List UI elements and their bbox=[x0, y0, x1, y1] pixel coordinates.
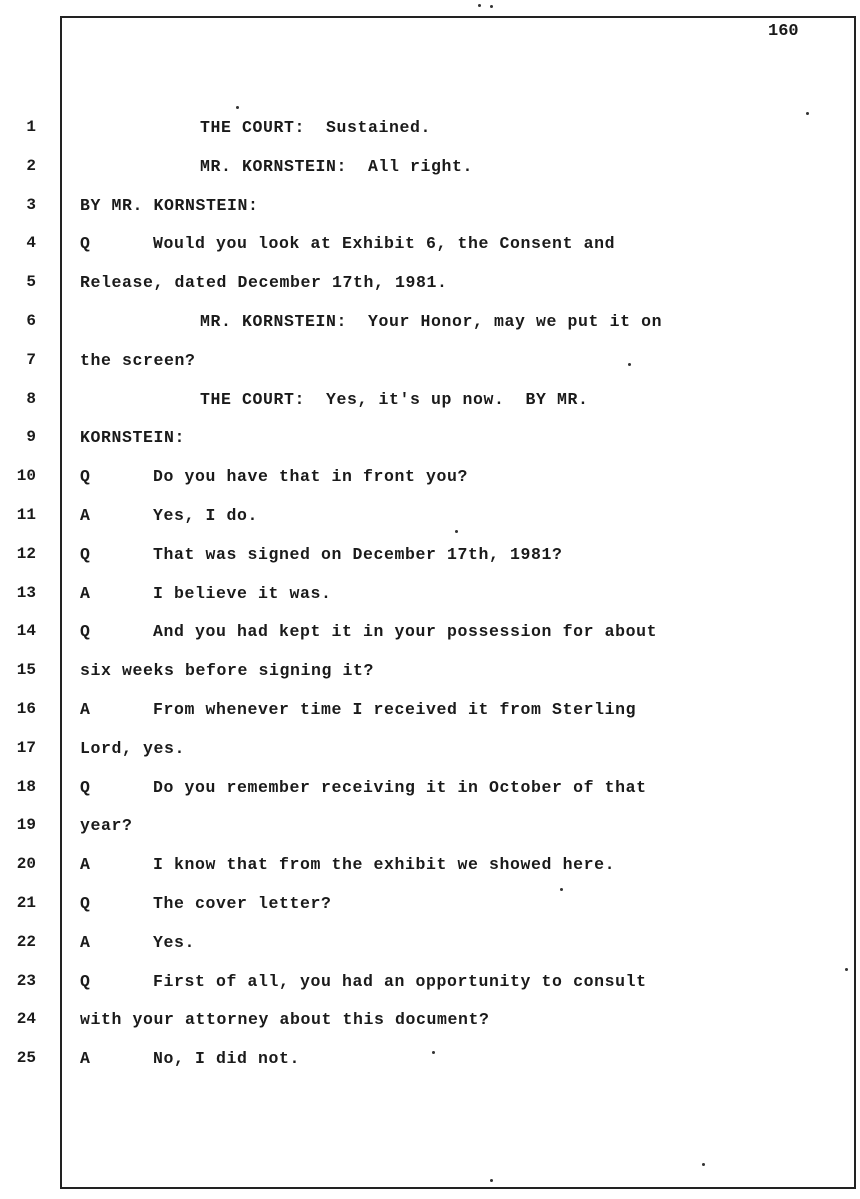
question-label: Q bbox=[80, 971, 90, 991]
line-number: 10 bbox=[16, 467, 36, 486]
line-number: 4 bbox=[26, 234, 36, 253]
scan-speck bbox=[845, 968, 848, 971]
line-number: 3 bbox=[26, 195, 36, 214]
transcript-line bbox=[0, 661, 860, 699]
line-text: From whenever time I received it from Sterling bbox=[153, 700, 637, 719]
line-number: 8 bbox=[26, 389, 36, 408]
line-text: year? bbox=[80, 816, 133, 836]
transcript-line bbox=[0, 390, 860, 428]
question-label: Q bbox=[80, 234, 90, 254]
transcript-line bbox=[0, 273, 860, 311]
scan-speck bbox=[478, 4, 481, 7]
transcript-line bbox=[0, 467, 860, 505]
page-number: 160 bbox=[768, 22, 799, 41]
transcript-line bbox=[0, 118, 860, 156]
answer-label: A bbox=[80, 506, 90, 525]
transcript-line bbox=[0, 312, 860, 350]
answer-label: A bbox=[80, 1049, 90, 1069]
colloquy-text: THE COURT: Sustained. bbox=[200, 118, 432, 137]
line-text: First of all, you had an opportunity to consult bbox=[153, 971, 647, 991]
line-text: The cover letter? bbox=[153, 894, 332, 913]
line-number: 15 bbox=[16, 661, 36, 680]
question-label: Q bbox=[80, 894, 90, 913]
line-number: 16 bbox=[16, 700, 36, 718]
line-text: with your attorney about this document? bbox=[80, 1010, 490, 1030]
question-label: Q bbox=[80, 544, 90, 564]
question-label: Q bbox=[80, 467, 90, 487]
transcript-line bbox=[0, 1010, 860, 1048]
line-number: 21 bbox=[16, 894, 36, 912]
scan-speck bbox=[490, 1179, 493, 1182]
line-number: 20 bbox=[16, 855, 36, 874]
answer-label: A bbox=[80, 855, 90, 875]
line-number: 17 bbox=[16, 738, 36, 757]
transcript-line bbox=[0, 778, 860, 816]
line-number: 7 bbox=[26, 350, 36, 369]
transcript-line bbox=[0, 584, 860, 622]
line-number: 18 bbox=[16, 777, 36, 796]
transcript-line bbox=[0, 700, 860, 738]
scan-speck bbox=[432, 1051, 435, 1054]
line-text: Do you remember receiving it in October of that bbox=[153, 777, 647, 797]
scan-speck bbox=[236, 106, 239, 109]
line-text: I believe it was. bbox=[153, 583, 332, 603]
scan-speck bbox=[806, 112, 809, 115]
transcript-line bbox=[0, 351, 860, 389]
line-text: KORNSTEIN: bbox=[80, 428, 186, 448]
transcript-line bbox=[0, 933, 860, 971]
line-number: 5 bbox=[26, 273, 36, 292]
transcript-line bbox=[0, 894, 860, 932]
line-text: No, I did not. bbox=[153, 1049, 301, 1069]
colloquy-text: MR. KORNSTEIN: All right. bbox=[200, 156, 474, 176]
line-text: Would you look at Exhibit 6, the Consent and bbox=[153, 234, 616, 254]
transcript-line bbox=[0, 545, 860, 583]
transcript-line bbox=[0, 1049, 860, 1087]
line-text: Yes, I do. bbox=[153, 506, 259, 525]
answer-label: A bbox=[80, 583, 90, 603]
line-text: Yes. bbox=[153, 932, 196, 952]
line-number: 14 bbox=[16, 622, 36, 641]
answer-label: A bbox=[80, 700, 90, 719]
transcript-line bbox=[0, 157, 860, 195]
scan-speck bbox=[702, 1163, 705, 1166]
transcript-line bbox=[0, 816, 860, 854]
line-number: 24 bbox=[16, 1010, 36, 1029]
line-number: 11 bbox=[16, 506, 36, 524]
line-number: 13 bbox=[16, 583, 36, 602]
scan-speck bbox=[628, 363, 631, 366]
transcript-line bbox=[0, 972, 860, 1010]
line-text: BY MR. KORNSTEIN: bbox=[80, 195, 259, 215]
transcript-line bbox=[0, 506, 860, 544]
line-number: 19 bbox=[16, 816, 36, 835]
transcript-line bbox=[0, 234, 860, 272]
line-number: 6 bbox=[26, 312, 36, 330]
line-number: 25 bbox=[16, 1049, 36, 1068]
transcript-line bbox=[0, 739, 860, 777]
transcript-line bbox=[0, 196, 860, 234]
line-text: I know that from the exhibit we showed here. bbox=[153, 855, 616, 875]
answer-label: A bbox=[80, 932, 90, 952]
line-number: 22 bbox=[16, 932, 36, 951]
question-label: Q bbox=[80, 622, 90, 642]
transcript-line bbox=[0, 622, 860, 660]
colloquy-text: MR. KORNSTEIN: Your Honor, may we put it on bbox=[200, 312, 663, 331]
line-text: the screen? bbox=[80, 350, 196, 370]
line-text: Lord, yes. bbox=[80, 738, 186, 758]
scan-speck bbox=[490, 5, 493, 8]
transcript-line bbox=[0, 855, 860, 893]
colloquy-text: THE COURT: Yes, it's up now. BY MR. bbox=[200, 389, 589, 409]
scan-speck bbox=[560, 888, 563, 891]
line-number: 1 bbox=[26, 118, 36, 136]
line-text: And you had kept it in your possession for about bbox=[153, 622, 658, 642]
line-number: 9 bbox=[26, 428, 36, 447]
line-text: Do you have that in front you? bbox=[153, 467, 469, 487]
question-label: Q bbox=[80, 777, 90, 797]
line-number: 2 bbox=[26, 156, 36, 175]
line-number: 23 bbox=[16, 971, 36, 990]
scan-speck bbox=[455, 530, 458, 533]
line-text: That was signed on December 17th, 1981? bbox=[153, 544, 563, 564]
transcript-line bbox=[0, 428, 860, 466]
line-text: Release, dated December 17th, 1981. bbox=[80, 273, 448, 293]
line-number: 12 bbox=[16, 544, 36, 563]
line-text: six weeks before signing it? bbox=[80, 661, 375, 681]
